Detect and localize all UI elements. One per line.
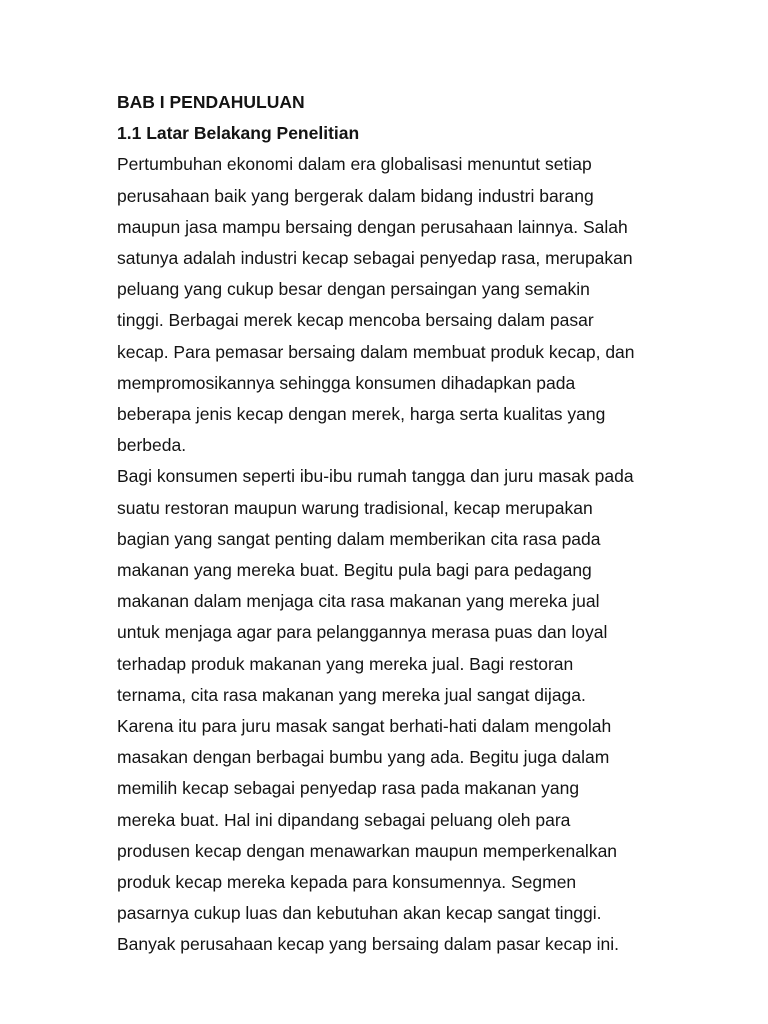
paragraph-line: produsen kecap dengan menawarkan maupun memperkenalkan	[117, 840, 618, 861]
paragraph-line: satunya adalah industri kecap sebagai penyedap rasa, merupakan	[117, 248, 633, 269]
paragraph-line: suatu restoran maupun warung tradisional, kecap merupakan	[117, 497, 593, 518]
paragraph-line: makanan dalam menjaga cita rasa makanan yang mereka jual	[117, 591, 600, 612]
paragraph-line: perusahaan baik yang bergerak dalam bidang industri barang	[117, 185, 594, 206]
paragraph-line: mempromosikannya sehingga konsumen dihadapkan pada	[117, 372, 576, 393]
paragraph-line: makanan yang mereka buat. Begitu pula bagi para pedagang	[117, 560, 592, 581]
paragraph-line: tinggi. Berbagai merek kecap mencoba bersaing dalam pasar	[117, 310, 594, 331]
paragraph-line: kecap. Para pemasar bersaing dalam membuat produk kecap, dan	[117, 341, 635, 362]
paragraph-line: Bagi konsumen seperti ibu-ibu rumah tangga dan juru masak pada	[117, 466, 634, 487]
chapter-title: BAB I PENDAHULUAN	[117, 92, 305, 112]
paragraph-1	[117, 149, 677, 461]
paragraph-line: berbeda.	[117, 435, 187, 456]
paragraph-line: Pertumbuhan ekonomi dalam era globalisasi menuntut setiap	[117, 154, 592, 175]
paragraph-line: masakan dengan berbagai bumbu yang ada. Begitu juga dalam	[117, 747, 610, 768]
paragraph-line: peluang yang cukup besar dengan persaingan yang semakin	[117, 279, 590, 300]
paragraph-2	[117, 461, 677, 960]
paragraph-line: ternama, cita rasa makanan yang mereka jual sangat dijaga.	[117, 684, 586, 705]
paragraph-line: terhadap produk makanan yang mereka jual. Bagi restoran	[117, 653, 574, 674]
section-title: 1.1 Latar Belakang Penelitian	[117, 123, 360, 144]
paragraph-line: untuk menjaga agar para pelanggannya merasa puas dan loyal	[117, 622, 608, 643]
paragraph-line: beberapa jenis kecap dengan merek, harga serta kualitas yang	[117, 404, 606, 425]
paragraph-line: bagian yang sangat penting dalam memberikan cita rasa pada	[117, 528, 601, 549]
paragraph-line: pasarnya cukup luas dan kebutuhan akan kecap sangat tinggi.	[117, 903, 602, 924]
paragraph-line: Banyak perusahaan kecap yang bersaing dalam pasar kecap ini.	[117, 934, 619, 955]
paragraph-line: mereka buat. Hal ini dipandang sebagai peluang oleh para	[117, 809, 571, 830]
document-body	[117, 87, 677, 961]
paragraph-line: produk kecap mereka kepada para konsumennya. Segmen	[117, 872, 577, 893]
paragraph-line: Karena itu para juru masak sangat berhati-hati dalam mengolah	[117, 716, 612, 737]
paragraph-line: maupun jasa mampu bersaing dengan perusahaan lainnya. Salah	[117, 216, 628, 237]
paragraph-line: memilih kecap sebagai penyedap rasa pada makanan yang	[117, 778, 580, 799]
